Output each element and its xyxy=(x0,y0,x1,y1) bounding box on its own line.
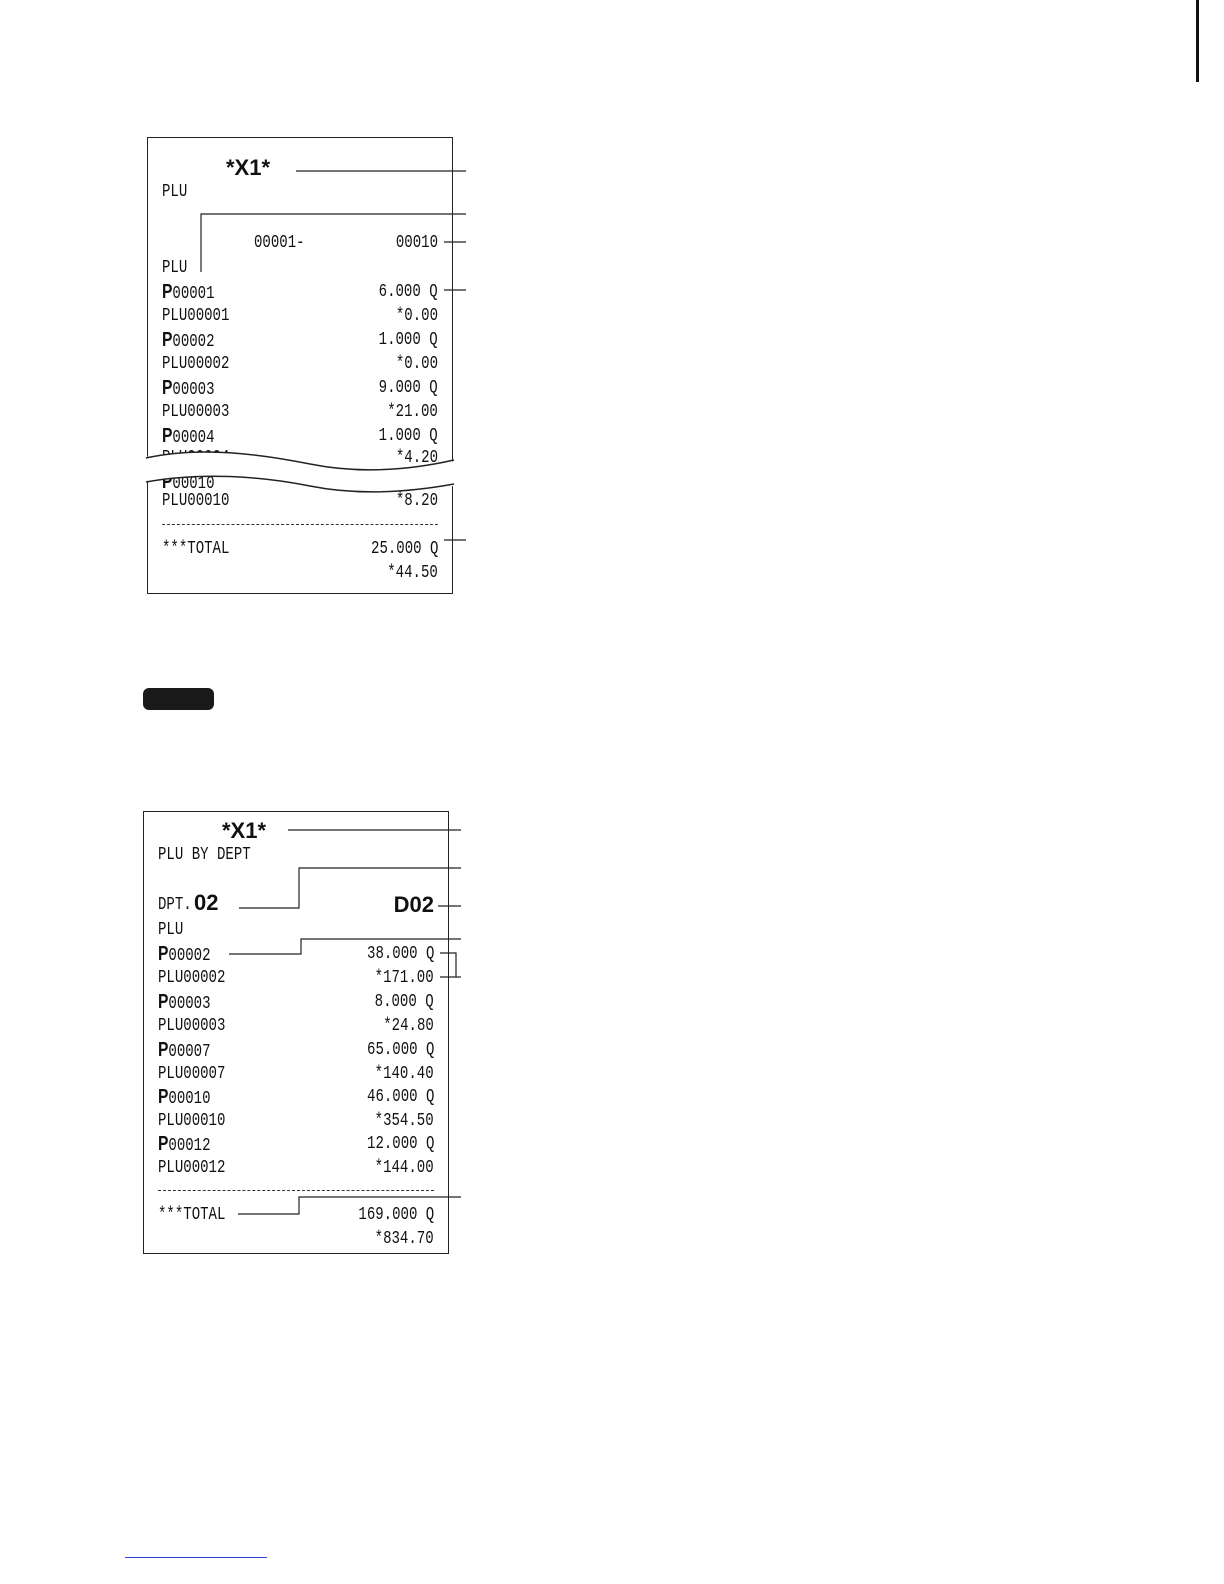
plu-report-receipt xyxy=(147,137,453,594)
plu-name: PLU00003 xyxy=(162,402,230,422)
plu-name: PLU00012 xyxy=(158,1158,226,1178)
plu-qty: 46.000 Q xyxy=(366,1087,434,1107)
plu-name: PLU00002 xyxy=(162,354,230,374)
p-mark: P xyxy=(162,281,173,303)
plu-amount: *354.50 xyxy=(375,1111,434,1131)
dept-number: 02 xyxy=(194,890,219,915)
plu-amount: *144.00 xyxy=(375,1158,434,1178)
dept-code: D02 xyxy=(393,892,434,917)
p-mark: P xyxy=(162,471,173,493)
p-mark: P xyxy=(158,1086,169,1108)
plu-qty: 1.000 Q xyxy=(379,330,438,350)
plu-code-number: 00001 xyxy=(172,284,215,304)
plu-amount: *4.20 xyxy=(395,448,438,468)
p-mark: P xyxy=(162,377,173,399)
receipt-title: *X1* xyxy=(222,818,267,843)
plu-name: PLU00010 xyxy=(162,491,230,511)
plu-amount: *21.00 xyxy=(387,402,438,422)
section-label: PLU xyxy=(162,258,188,278)
section-label: PLU xyxy=(158,920,184,940)
total-amount: *834.70 xyxy=(375,1229,434,1249)
total-amount: *44.50 xyxy=(387,563,438,583)
plu-amount: *24.80 xyxy=(383,1016,434,1036)
plu-name: PLU00001 xyxy=(162,306,230,326)
plu-code-number: 00002 xyxy=(172,332,215,352)
plu-name: PLU00007 xyxy=(158,1064,226,1084)
plu-code-number: 00003 xyxy=(168,994,211,1014)
plu-name: PLU00002 xyxy=(158,968,226,988)
plu-qty: 1.000 Q xyxy=(379,426,438,446)
dept-prefix: DPT. xyxy=(158,895,192,915)
plu-amount: *0.00 xyxy=(395,306,438,326)
plu-code-number: 00012 xyxy=(168,1136,211,1156)
dashed-separator xyxy=(162,524,438,525)
dept-line xyxy=(158,890,258,917)
plu-amount: *0.00 xyxy=(395,354,438,374)
plu-qty: 38.000 Q xyxy=(366,944,434,964)
plu-name: PLU00003 xyxy=(158,1016,226,1036)
report-name: PLU xyxy=(162,182,188,202)
total-label: ***TOTAL xyxy=(162,539,230,559)
plu-code-number: 00007 xyxy=(168,1042,211,1062)
total-qty: 25.000 Q xyxy=(370,539,438,559)
plu-qty: 6.000 Q xyxy=(379,282,438,302)
plu-code xyxy=(158,990,211,1016)
plu-qty: 8.000 Q xyxy=(375,992,434,1012)
report-name: PLU BY DEPT xyxy=(158,845,251,865)
paper-tear xyxy=(140,448,470,496)
p-mark: P xyxy=(162,329,173,351)
p-mark: P xyxy=(158,1039,169,1061)
p-mark: P xyxy=(158,943,169,965)
plu-code-number: 00010 xyxy=(172,474,215,494)
plu-amount: *171.00 xyxy=(375,968,434,988)
plu-code xyxy=(162,328,215,354)
range-end: 00010 xyxy=(395,233,438,253)
p-mark: P xyxy=(158,1133,169,1155)
receipt-title: *X1* xyxy=(226,155,271,180)
note-badge xyxy=(143,688,214,710)
p-mark: P xyxy=(162,425,173,447)
plu-code-number: 00010 xyxy=(168,1089,211,1109)
plu-amount: *8.20 xyxy=(395,491,438,511)
page-edge-rule xyxy=(1196,0,1199,82)
total-label: ***TOTAL xyxy=(158,1205,226,1225)
plu-name: PLU00010 xyxy=(158,1111,226,1131)
plu-code xyxy=(158,1038,211,1064)
plu-code xyxy=(158,1085,211,1111)
range-start: 00001- xyxy=(254,233,305,253)
plu-by-dept-receipt xyxy=(143,811,449,1254)
plu-code xyxy=(162,280,215,306)
plu-code xyxy=(158,1132,211,1158)
dashed-separator xyxy=(158,1190,434,1191)
plu-code xyxy=(158,942,211,968)
p-mark: P xyxy=(158,991,169,1013)
plu-amount: *140.40 xyxy=(375,1064,434,1084)
plu-code-number: 00004 xyxy=(172,428,215,448)
plu-code-number: 00002 xyxy=(168,946,211,966)
plu-qty: 12.000 Q xyxy=(366,1134,434,1154)
plu-code xyxy=(162,376,215,402)
plu-code-number: 00003 xyxy=(172,380,215,400)
total-qty: 169.000 Q xyxy=(358,1205,434,1225)
footer-link-underline[interactable] xyxy=(125,1557,267,1558)
plu-qty: 65.000 Q xyxy=(366,1040,434,1060)
plu-qty: 9.000 Q xyxy=(379,378,438,398)
